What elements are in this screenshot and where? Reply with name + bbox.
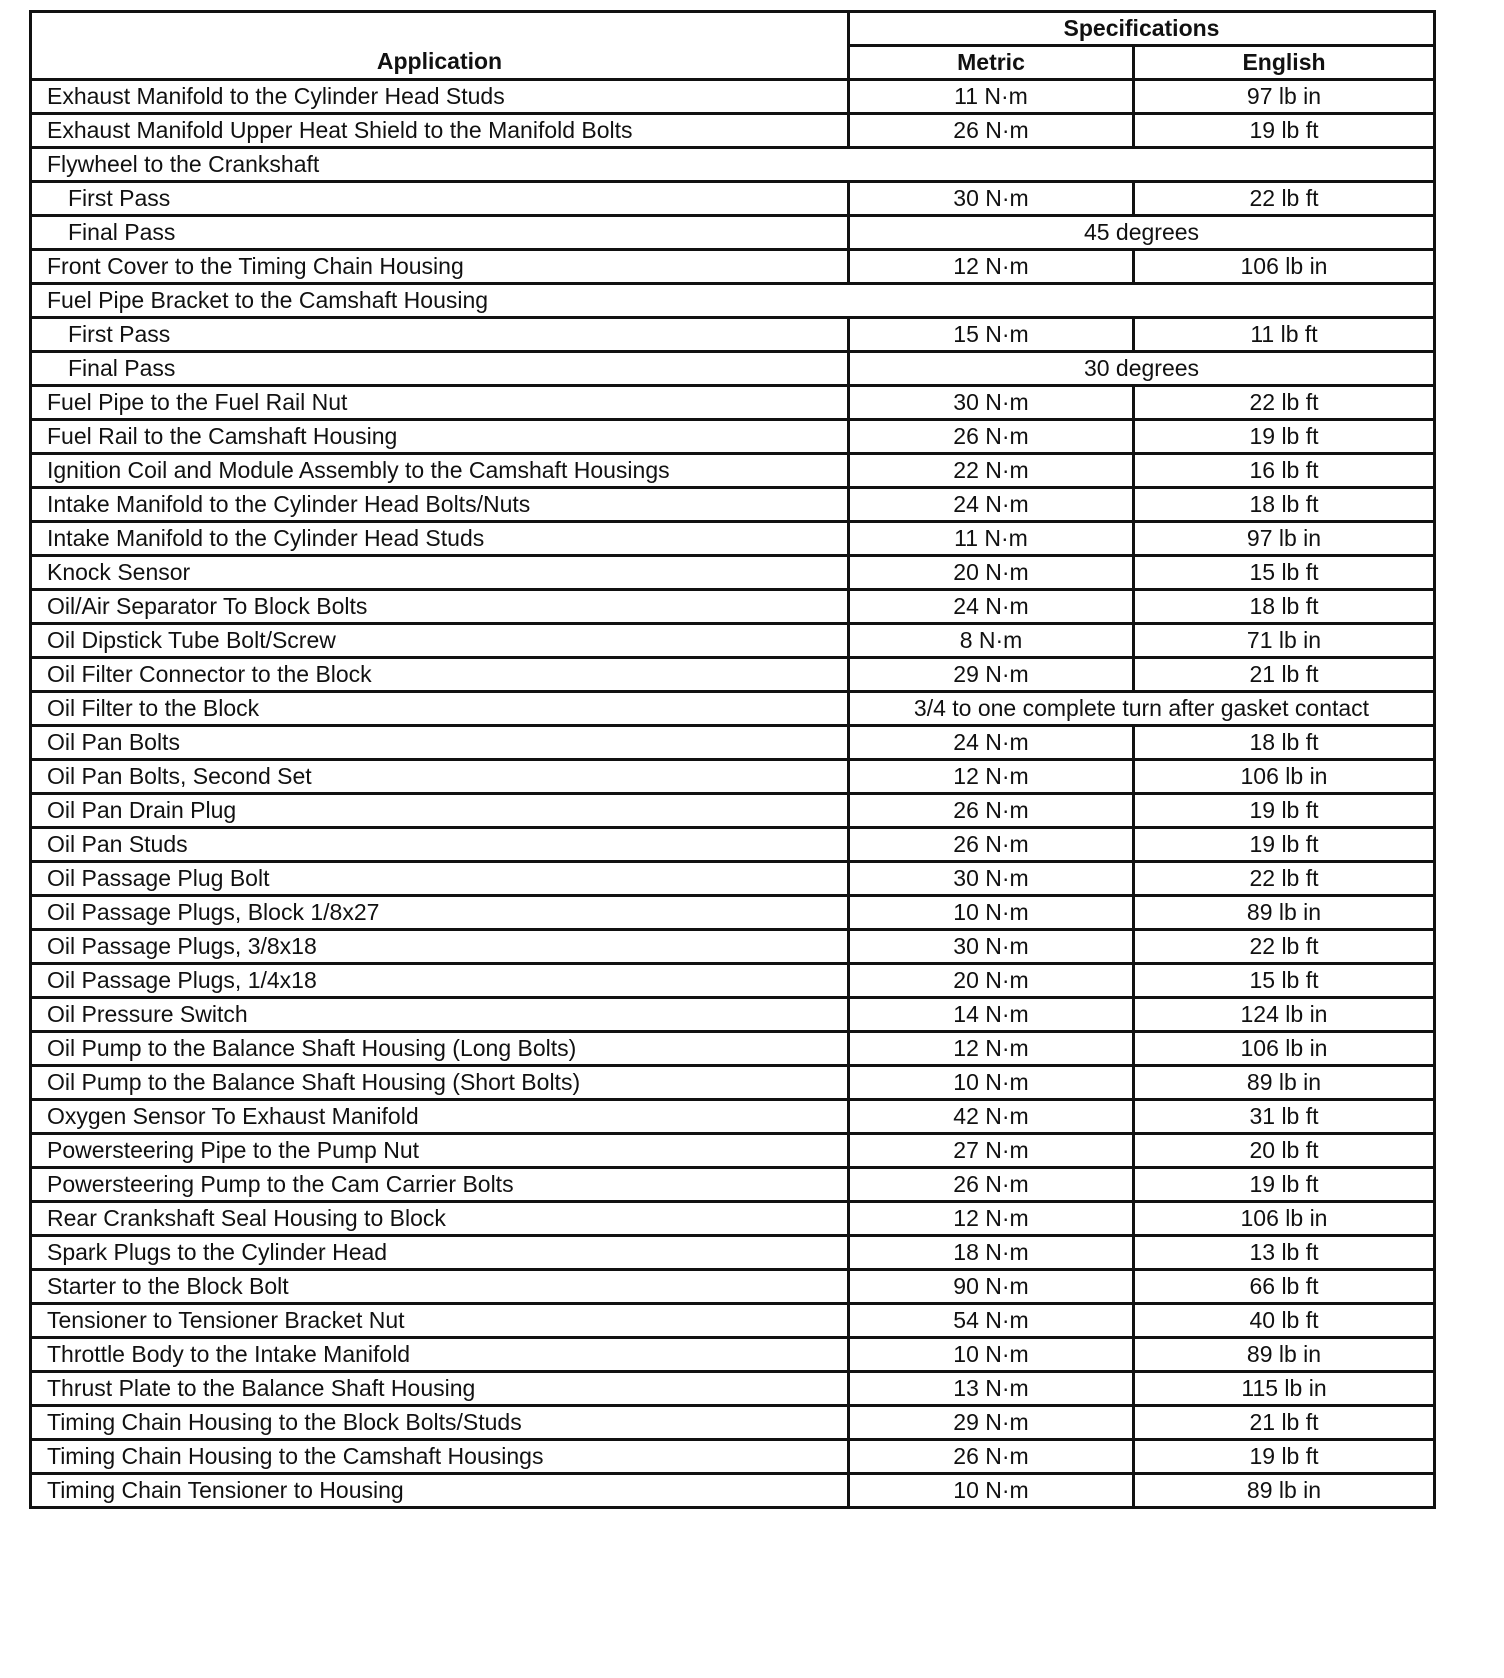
table-row (31, 1168, 1435, 1202)
application-cell: Oil Pan Bolts, Second Set (31, 760, 849, 794)
metric-cell: 26 N·m (849, 828, 1134, 862)
application-cell: Exhaust Manifold Upper Heat Shield to the Manifold Bolts (31, 114, 849, 148)
table-row (31, 250, 1435, 284)
english-cell: 22 lb ft (1134, 386, 1435, 420)
metric-cell: 26 N·m (849, 1440, 1134, 1474)
english-cell: 106 lb in (1134, 1202, 1435, 1236)
metric-cell: 15 N·m (849, 318, 1134, 352)
application-cell: Oil Passage Plugs, 1/4x18 (31, 964, 849, 998)
metric-cell: 14 N·m (849, 998, 1134, 1032)
english-cell: 97 lb in (1134, 80, 1435, 114)
application-cell: Spark Plugs to the Cylinder Head (31, 1236, 849, 1270)
english-cell: 21 lb ft (1134, 1406, 1435, 1440)
metric-cell: 29 N·m (849, 658, 1134, 692)
combined-spec-cell: 30 degrees (849, 352, 1435, 386)
english-cell: 66 lb ft (1134, 1270, 1435, 1304)
english-cell: 106 lb in (1134, 250, 1435, 284)
table-row (31, 828, 1435, 862)
application-cell: Oil Passage Plugs, Block 1/8x27 (31, 896, 849, 930)
table-row (31, 624, 1435, 658)
application-cell: Fuel Rail to the Camshaft Housing (31, 420, 849, 454)
application-cell: Oxygen Sensor To Exhaust Manifold (31, 1100, 849, 1134)
metric-cell: 27 N·m (849, 1134, 1134, 1168)
metric-cell: 8 N·m (849, 624, 1134, 658)
metric-cell: 26 N·m (849, 114, 1134, 148)
english-cell: 22 lb ft (1134, 930, 1435, 964)
table-row (31, 1440, 1435, 1474)
english-cell: 21 lb ft (1134, 658, 1435, 692)
application-cell: Intake Manifold to the Cylinder Head Studs (31, 522, 849, 556)
application-cell: Starter to the Block Bolt (31, 1270, 849, 1304)
table-row (31, 590, 1435, 624)
metric-cell: 30 N·m (849, 862, 1134, 896)
english-cell: 20 lb ft (1134, 1134, 1435, 1168)
application-cell: Oil Pressure Switch (31, 998, 849, 1032)
metric-cell: 30 N·m (849, 386, 1134, 420)
metric-cell: 54 N·m (849, 1304, 1134, 1338)
english-cell: 31 lb ft (1134, 1100, 1435, 1134)
application-cell: Tensioner to Tensioner Bracket Nut (31, 1304, 849, 1338)
metric-cell: 42 N·m (849, 1100, 1134, 1134)
application-cell: Powersteering Pump to the Cam Carrier Bolts (31, 1168, 849, 1202)
application-cell: Timing Chain Housing to the Camshaft Housings (31, 1440, 849, 1474)
header-row-top (31, 12, 1435, 46)
table-row (31, 964, 1435, 998)
table-row (31, 556, 1435, 590)
table-row (31, 216, 1435, 250)
english-cell: 89 lb in (1134, 1474, 1435, 1508)
table-row (31, 318, 1435, 352)
english-cell: 22 lb ft (1134, 182, 1435, 216)
metric-cell: 29 N·m (849, 1406, 1134, 1440)
metric-cell: 30 N·m (849, 930, 1134, 964)
table-row (31, 862, 1435, 896)
english-cell: 15 lb ft (1134, 964, 1435, 998)
table-row (31, 522, 1435, 556)
application-cell: Oil Filter Connector to the Block (31, 658, 849, 692)
application-cell: Oil Passage Plugs, 3/8x18 (31, 930, 849, 964)
english-cell: 11 lb ft (1134, 318, 1435, 352)
english-cell: 22 lb ft (1134, 862, 1435, 896)
metric-header: Metric (849, 46, 1134, 80)
metric-cell: 30 N·m (849, 182, 1134, 216)
table-row (31, 1270, 1435, 1304)
metric-cell: 12 N·m (849, 1032, 1134, 1066)
table-row (31, 658, 1435, 692)
english-cell: 18 lb ft (1134, 590, 1435, 624)
english-cell: 40 lb ft (1134, 1304, 1435, 1338)
application-cell: Exhaust Manifold to the Cylinder Head Studs (31, 80, 849, 114)
application-cell: Flywheel to the Crankshaft (31, 148, 1435, 182)
application-cell: Timing Chain Tensioner to Housing (31, 1474, 849, 1508)
english-cell: 89 lb in (1134, 1066, 1435, 1100)
english-cell: 106 lb in (1134, 1032, 1435, 1066)
specifications-header: Specifications (849, 12, 1435, 46)
sub-application-cell: Final Pass (31, 352, 849, 386)
sub-application-cell: Final Pass (31, 216, 849, 250)
table-group-row (31, 148, 1435, 182)
sub-application-cell: First Pass (31, 182, 849, 216)
table-row (31, 692, 1435, 726)
table-row (31, 1236, 1435, 1270)
english-cell: 89 lb in (1134, 1338, 1435, 1372)
english-cell: 19 lb ft (1134, 420, 1435, 454)
english-cell: 115 lb in (1134, 1372, 1435, 1406)
english-cell: 19 lb ft (1134, 794, 1435, 828)
metric-cell: 26 N·m (849, 794, 1134, 828)
table-row (31, 1134, 1435, 1168)
table-row (31, 352, 1435, 386)
english-cell: 13 lb ft (1134, 1236, 1435, 1270)
application-cell: Powersteering Pipe to the Pump Nut (31, 1134, 849, 1168)
table-group-row (31, 284, 1435, 318)
application-header: Application (31, 12, 849, 80)
table-row (31, 998, 1435, 1032)
application-cell: Oil Pump to the Balance Shaft Housing (Long Bolts) (31, 1032, 849, 1066)
table-row (31, 420, 1435, 454)
metric-cell: 20 N·m (849, 964, 1134, 998)
english-cell: 106 lb in (1134, 760, 1435, 794)
metric-cell: 24 N·m (849, 590, 1134, 624)
english-cell: 19 lb ft (1134, 1440, 1435, 1474)
english-cell: 19 lb ft (1134, 114, 1435, 148)
table-row (31, 182, 1435, 216)
metric-cell: 10 N·m (849, 1338, 1134, 1372)
application-cell: Oil Pan Drain Plug (31, 794, 849, 828)
combined-spec-cell: 3/4 to one complete turn after gasket contact (849, 692, 1435, 726)
metric-cell: 11 N·m (849, 80, 1134, 114)
metric-cell: 12 N·m (849, 1202, 1134, 1236)
table-row (31, 1032, 1435, 1066)
application-cell: Thrust Plate to the Balance Shaft Housing (31, 1372, 849, 1406)
table-row (31, 1100, 1435, 1134)
metric-cell: 10 N·m (849, 1066, 1134, 1100)
application-cell: Intake Manifold to the Cylinder Head Bolts/Nuts (31, 488, 849, 522)
metric-cell: 18 N·m (849, 1236, 1134, 1270)
table-row (31, 760, 1435, 794)
table-row (31, 386, 1435, 420)
metric-cell: 13 N·m (849, 1372, 1134, 1406)
metric-cell: 12 N·m (849, 250, 1134, 284)
table-row (31, 80, 1435, 114)
metric-cell: 90 N·m (849, 1270, 1134, 1304)
table-row (31, 896, 1435, 930)
table-row (31, 1474, 1435, 1508)
english-cell: 19 lb ft (1134, 828, 1435, 862)
metric-cell: 24 N·m (849, 488, 1134, 522)
application-cell: Throttle Body to the Intake Manifold (31, 1338, 849, 1372)
metric-cell: 10 N·m (849, 896, 1134, 930)
table-row (31, 1406, 1435, 1440)
metric-cell: 12 N·m (849, 760, 1134, 794)
metric-cell: 24 N·m (849, 726, 1134, 760)
table-header (31, 12, 1435, 80)
application-cell: Oil Pan Studs (31, 828, 849, 862)
table-body (31, 80, 1435, 1508)
application-cell: Front Cover to the Timing Chain Housing (31, 250, 849, 284)
application-cell: Oil/Air Separator To Block Bolts (31, 590, 849, 624)
application-cell: Fuel Pipe Bracket to the Camshaft Housing (31, 284, 1435, 318)
english-cell: 16 lb ft (1134, 454, 1435, 488)
metric-cell: 26 N·m (849, 420, 1134, 454)
application-cell: Knock Sensor (31, 556, 849, 590)
table-row (31, 1202, 1435, 1236)
english-cell: 15 lb ft (1134, 556, 1435, 590)
table-row (31, 794, 1435, 828)
english-cell: 97 lb in (1134, 522, 1435, 556)
table-row (31, 726, 1435, 760)
application-cell: Timing Chain Housing to the Block Bolts/Studs (31, 1406, 849, 1440)
application-cell: Ignition Coil and Module Assembly to the Camshaft Housings (31, 454, 849, 488)
english-header: English (1134, 46, 1435, 80)
english-cell: 89 lb in (1134, 896, 1435, 930)
metric-cell: 10 N·m (849, 1474, 1134, 1508)
table-row (31, 114, 1435, 148)
combined-spec-cell: 45 degrees (849, 216, 1435, 250)
application-cell: Rear Crankshaft Seal Housing to Block (31, 1202, 849, 1236)
metric-cell: 11 N·m (849, 522, 1134, 556)
metric-cell: 26 N·m (849, 1168, 1134, 1202)
application-cell: Fuel Pipe to the Fuel Rail Nut (31, 386, 849, 420)
english-cell: 71 lb in (1134, 624, 1435, 658)
english-cell: 18 lb ft (1134, 726, 1435, 760)
table-row (31, 1372, 1435, 1406)
table-row (31, 454, 1435, 488)
metric-cell: 22 N·m (849, 454, 1134, 488)
english-cell: 18 lb ft (1134, 488, 1435, 522)
table-row (31, 930, 1435, 964)
application-cell: Oil Filter to the Block (31, 692, 849, 726)
torque-spec-table (29, 10, 1436, 1509)
table-row (31, 1066, 1435, 1100)
application-cell: Oil Pan Bolts (31, 726, 849, 760)
table-row (31, 488, 1435, 522)
english-cell: 124 lb in (1134, 998, 1435, 1032)
english-cell: 19 lb ft (1134, 1168, 1435, 1202)
table-row (31, 1338, 1435, 1372)
metric-cell: 20 N·m (849, 556, 1134, 590)
application-cell: Oil Passage Plug Bolt (31, 862, 849, 896)
application-cell: Oil Dipstick Tube Bolt/Screw (31, 624, 849, 658)
table-row (31, 1304, 1435, 1338)
sub-application-cell: First Pass (31, 318, 849, 352)
application-cell: Oil Pump to the Balance Shaft Housing (Short Bolts) (31, 1066, 849, 1100)
